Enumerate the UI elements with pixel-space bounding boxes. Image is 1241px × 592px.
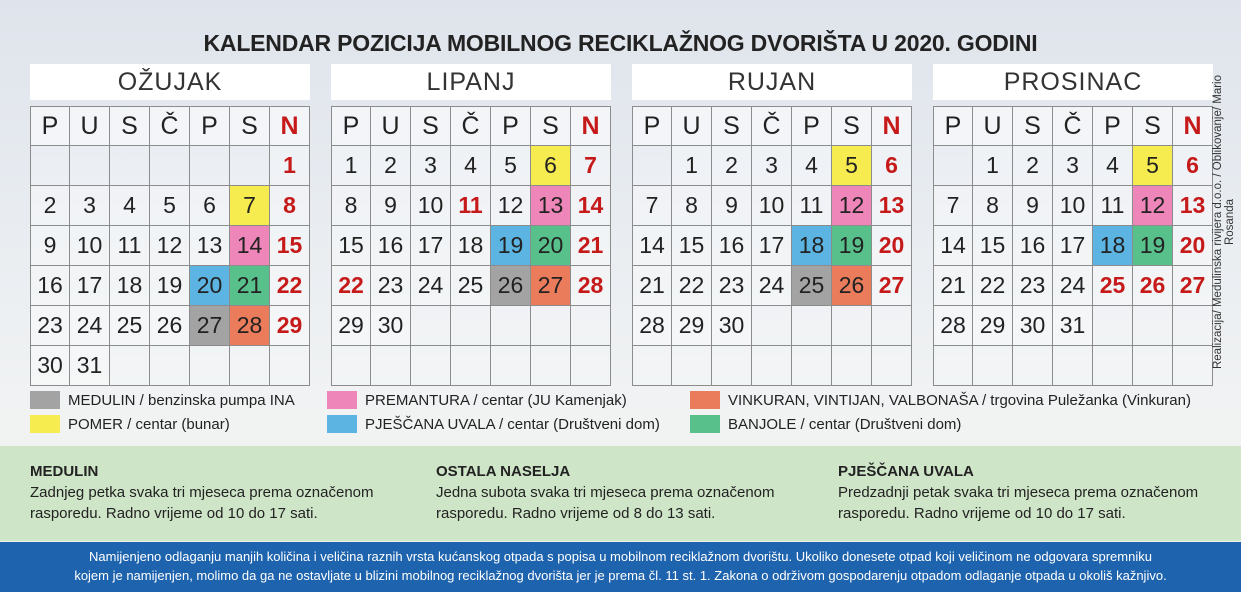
day-cell: 14 xyxy=(571,186,611,226)
legend-swatch xyxy=(30,391,60,409)
legend-label: BANJOLE / centar (Društveni dom) xyxy=(728,415,962,433)
day-cell: 23 xyxy=(371,266,411,306)
empty-day-cell xyxy=(150,146,190,186)
day-cell: 24 xyxy=(70,306,110,346)
calendar-title: KALENDAR POZICIJA MOBILNOG RECIKLAŽNOG DVORIŠTA U 2020. GODINI xyxy=(203,30,1038,56)
day-cell: 7 xyxy=(933,186,973,226)
legend-item xyxy=(690,391,1191,409)
empty-day-cell xyxy=(451,346,491,386)
month-grid xyxy=(933,106,1213,386)
month-0 xyxy=(30,64,310,386)
weekday-header: P xyxy=(190,106,230,146)
weekday-header: P xyxy=(30,106,70,146)
empty-day-cell xyxy=(1093,346,1133,386)
day-cell: 30 xyxy=(1013,306,1053,346)
day-cell: 25 xyxy=(1093,266,1133,306)
day-cell: 20 xyxy=(1173,226,1213,266)
info-heading: MEDULIN xyxy=(30,463,99,480)
day-cell: 28 xyxy=(571,266,611,306)
empty-day-cell xyxy=(792,306,832,346)
day-cell: 26 xyxy=(491,266,531,306)
empty-day-cell xyxy=(451,306,491,346)
legend-item xyxy=(30,415,230,433)
day-cell: 7 xyxy=(230,186,270,226)
empty-day-cell xyxy=(30,146,70,186)
legend-swatch xyxy=(690,391,720,409)
info-text: Zadnjeg petka svaka tri mjeseca prema označenom xyxy=(30,484,374,501)
day-cell: 18 xyxy=(792,226,832,266)
day-cell: 19 xyxy=(491,226,531,266)
day-cell: 23 xyxy=(1013,266,1053,306)
day-cell: 7 xyxy=(571,146,611,186)
weekday-header: P xyxy=(792,106,832,146)
month-2 xyxy=(632,64,912,386)
empty-day-cell xyxy=(1013,346,1053,386)
day-cell: 19 xyxy=(832,226,872,266)
empty-day-cell xyxy=(531,306,571,346)
day-cell: 24 xyxy=(411,266,451,306)
empty-day-cell xyxy=(792,346,832,386)
weekday-header: Č xyxy=(451,106,491,146)
day-cell: 1 xyxy=(331,146,371,186)
day-cell: 14 xyxy=(632,226,672,266)
day-cell: 6 xyxy=(1173,146,1213,186)
day-cell: 18 xyxy=(1093,226,1133,266)
weekday-header: Č xyxy=(150,106,190,146)
empty-day-cell xyxy=(712,346,752,386)
empty-day-cell xyxy=(672,346,712,386)
day-cell: 13 xyxy=(531,186,571,226)
info-column xyxy=(436,461,816,524)
month-grid xyxy=(331,106,611,386)
empty-day-cell xyxy=(411,306,451,346)
weekday-header: Č xyxy=(1053,106,1093,146)
day-cell: 25 xyxy=(792,266,832,306)
day-cell: 15 xyxy=(973,226,1013,266)
weekday-header: S xyxy=(1013,106,1053,146)
day-cell: 13 xyxy=(872,186,912,226)
day-cell: 15 xyxy=(270,226,310,266)
day-cell: 16 xyxy=(1013,226,1053,266)
weekday-header: S xyxy=(230,106,270,146)
day-cell: 3 xyxy=(70,186,110,226)
empty-day-cell xyxy=(70,146,110,186)
day-cell: 3 xyxy=(752,146,792,186)
day-cell: 27 xyxy=(872,266,912,306)
day-cell: 30 xyxy=(712,306,752,346)
day-cell: 3 xyxy=(411,146,451,186)
month-grid xyxy=(632,106,912,386)
footer-line-2: kojem je namijenjen, molimo da ga ne ostavljate u blizini mobilnog reciklažnog dvorišta jer je prema čl. 11 st. 1. Zakona o održivom gospodarenju otpadom odlaganje otpada u okoliš kažnjivo. xyxy=(74,568,1167,583)
empty-day-cell xyxy=(190,346,230,386)
empty-day-cell xyxy=(872,306,912,346)
day-cell: 31 xyxy=(70,346,110,386)
legend-swatch xyxy=(30,415,60,433)
legend-swatch xyxy=(327,415,357,433)
day-cell: 16 xyxy=(371,226,411,266)
footer-notice xyxy=(0,542,1241,592)
empty-day-cell xyxy=(872,346,912,386)
day-cell: 26 xyxy=(832,266,872,306)
day-cell: 27 xyxy=(190,306,230,346)
legend-item xyxy=(30,391,295,409)
weekday-header: S xyxy=(110,106,150,146)
day-cell: 20 xyxy=(531,226,571,266)
info-heading: PJEŠČANA UVALA xyxy=(838,463,974,480)
day-cell: 29 xyxy=(973,306,1013,346)
empty-day-cell xyxy=(371,346,411,386)
weekday-header: N xyxy=(1173,106,1213,146)
day-cell: 4 xyxy=(110,186,150,226)
day-cell: 17 xyxy=(70,266,110,306)
month-name: PROSINAC xyxy=(933,64,1213,100)
day-cell: 22 xyxy=(331,266,371,306)
weekday-header: P xyxy=(491,106,531,146)
day-cell: 19 xyxy=(150,266,190,306)
info-column xyxy=(30,461,410,524)
day-cell: 6 xyxy=(190,186,230,226)
weekday-header: P xyxy=(331,106,371,146)
day-cell: 20 xyxy=(190,266,230,306)
day-cell: 11 xyxy=(1093,186,1133,226)
day-cell: 12 xyxy=(1133,186,1173,226)
day-cell: 1 xyxy=(973,146,1013,186)
empty-day-cell xyxy=(571,306,611,346)
day-cell: 17 xyxy=(1053,226,1093,266)
day-cell: 17 xyxy=(752,226,792,266)
day-cell: 16 xyxy=(712,226,752,266)
day-cell: 27 xyxy=(1173,266,1213,306)
day-cell: 26 xyxy=(150,306,190,346)
empty-day-cell xyxy=(150,346,190,386)
day-cell: 17 xyxy=(411,226,451,266)
day-cell: 8 xyxy=(973,186,1013,226)
info-text: rasporedu. Radno vrijeme od 8 do 13 sati. xyxy=(436,505,716,522)
day-cell: 28 xyxy=(933,306,973,346)
weekday-header: U xyxy=(672,106,712,146)
day-cell: 29 xyxy=(270,306,310,346)
empty-day-cell xyxy=(270,346,310,386)
day-cell: 11 xyxy=(110,226,150,266)
day-cell: 14 xyxy=(230,226,270,266)
month-name: RUJAN xyxy=(632,64,912,100)
info-text: Jedna subota svaka tri mjeseca prema označenom xyxy=(436,484,775,501)
day-cell: 28 xyxy=(632,306,672,346)
day-cell: 21 xyxy=(933,266,973,306)
empty-day-cell xyxy=(571,346,611,386)
legend-swatch xyxy=(690,415,720,433)
day-cell: 14 xyxy=(933,226,973,266)
info-column xyxy=(838,461,1218,524)
credit-text: Realizacija/ Medulinska rivijera d.o.o. / Oblikovanje/ Mario Rosanda xyxy=(1212,75,1236,370)
info-text: Predzadnji petak svaka tri mjeseca prema označenom xyxy=(838,484,1199,501)
day-cell: 1 xyxy=(270,146,310,186)
empty-day-cell xyxy=(491,346,531,386)
day-cell: 19 xyxy=(1133,226,1173,266)
day-cell: 15 xyxy=(331,226,371,266)
day-cell: 13 xyxy=(1173,186,1213,226)
day-cell: 2 xyxy=(712,146,752,186)
day-cell: 5 xyxy=(1133,146,1173,186)
day-cell: 30 xyxy=(371,306,411,346)
legend-item xyxy=(327,415,660,433)
day-cell: 29 xyxy=(331,306,371,346)
empty-day-cell xyxy=(632,346,672,386)
empty-day-cell xyxy=(1093,306,1133,346)
day-cell: 12 xyxy=(491,186,531,226)
weekday-header: N xyxy=(571,106,611,146)
legend-item xyxy=(327,391,627,409)
empty-day-cell xyxy=(933,346,973,386)
day-cell: 26 xyxy=(1133,266,1173,306)
empty-day-cell xyxy=(230,346,270,386)
day-cell: 31 xyxy=(1053,306,1093,346)
day-cell: 22 xyxy=(973,266,1013,306)
day-cell: 11 xyxy=(792,186,832,226)
empty-day-cell xyxy=(1173,346,1213,386)
weekday-header: P xyxy=(933,106,973,146)
day-cell: 8 xyxy=(331,186,371,226)
day-cell: 9 xyxy=(712,186,752,226)
day-cell: 11 xyxy=(451,186,491,226)
day-cell: 8 xyxy=(672,186,712,226)
weekday-header: S xyxy=(832,106,872,146)
month-name: LIPANJ xyxy=(331,64,611,100)
legend-label: POMER / centar (bunar) xyxy=(68,415,230,433)
day-cell: 3 xyxy=(1053,146,1093,186)
day-cell: 27 xyxy=(531,266,571,306)
day-cell: 30 xyxy=(30,346,70,386)
weekday-header: P xyxy=(1093,106,1133,146)
empty-day-cell xyxy=(110,346,150,386)
empty-day-cell xyxy=(190,146,230,186)
footer-line-1: Namijenjeno odlaganju manjih količina i veličina raznih vrsta kućanskog otpada s popisa u mobilnom reciklažnom dvorištu. Ukoliko donesete otpad koji veličinom ne odgovara spremniku xyxy=(89,549,1152,564)
empty-day-cell xyxy=(632,146,672,186)
day-cell: 21 xyxy=(632,266,672,306)
empty-day-cell xyxy=(1133,306,1173,346)
day-cell: 22 xyxy=(672,266,712,306)
day-cell: 9 xyxy=(371,186,411,226)
day-cell: 10 xyxy=(411,186,451,226)
weekday-header: S xyxy=(411,106,451,146)
month-grid xyxy=(30,106,310,386)
weekday-header: U xyxy=(70,106,110,146)
day-cell: 25 xyxy=(451,266,491,306)
empty-day-cell xyxy=(752,346,792,386)
day-cell: 29 xyxy=(672,306,712,346)
weekday-header: U xyxy=(973,106,1013,146)
day-cell: 28 xyxy=(230,306,270,346)
day-cell: 18 xyxy=(110,266,150,306)
weekday-header: Č xyxy=(752,106,792,146)
legend-item xyxy=(690,415,961,433)
month-name: OŽUJAK xyxy=(30,64,310,100)
day-cell: 18 xyxy=(451,226,491,266)
day-cell: 2 xyxy=(371,146,411,186)
day-cell: 2 xyxy=(30,186,70,226)
legend-swatch xyxy=(327,391,357,409)
day-cell: 10 xyxy=(70,226,110,266)
legend-label: VINKURAN, VINTIJAN, VALBONAŠA / trgovina Puležanka (Vinkuran) xyxy=(728,391,1191,409)
empty-day-cell xyxy=(832,306,872,346)
day-cell: 6 xyxy=(531,146,571,186)
legend-label: PREMANTURA / centar (JU Kamenjak) xyxy=(365,391,627,409)
day-cell: 21 xyxy=(571,226,611,266)
day-cell: 5 xyxy=(150,186,190,226)
day-cell: 16 xyxy=(30,266,70,306)
day-cell: 10 xyxy=(1053,186,1093,226)
empty-day-cell xyxy=(1053,346,1093,386)
day-cell: 4 xyxy=(792,146,832,186)
day-cell: 6 xyxy=(872,146,912,186)
legend xyxy=(30,391,1230,439)
day-cell: 5 xyxy=(832,146,872,186)
info-text: rasporedu. Radno vrijeme od 10 do 17 sati. xyxy=(30,505,318,522)
info-panel xyxy=(0,446,1241,541)
weekday-header: S xyxy=(531,106,571,146)
day-cell: 12 xyxy=(832,186,872,226)
day-cell: 15 xyxy=(672,226,712,266)
month-1 xyxy=(331,64,611,386)
day-cell: 9 xyxy=(30,226,70,266)
day-cell: 21 xyxy=(230,266,270,306)
day-cell: 24 xyxy=(752,266,792,306)
day-cell: 23 xyxy=(30,306,70,346)
weekday-header: S xyxy=(712,106,752,146)
day-cell: 23 xyxy=(712,266,752,306)
info-heading: OSTALA NASELJA xyxy=(436,463,571,480)
day-cell: 25 xyxy=(110,306,150,346)
day-cell: 9 xyxy=(1013,186,1053,226)
day-cell: 20 xyxy=(872,226,912,266)
day-cell: 4 xyxy=(1093,146,1133,186)
empty-day-cell xyxy=(110,146,150,186)
day-cell: 2 xyxy=(1013,146,1053,186)
day-cell: 10 xyxy=(752,186,792,226)
empty-day-cell xyxy=(973,346,1013,386)
empty-day-cell xyxy=(1173,306,1213,346)
empty-day-cell xyxy=(491,306,531,346)
info-text: rasporedu. Radno vrijeme od 10 do 17 sati. xyxy=(838,505,1126,522)
empty-day-cell xyxy=(832,346,872,386)
weekday-header: N xyxy=(872,106,912,146)
day-cell: 5 xyxy=(491,146,531,186)
empty-day-cell xyxy=(230,146,270,186)
day-cell: 22 xyxy=(270,266,310,306)
day-cell: 8 xyxy=(270,186,310,226)
weekday-header: S xyxy=(1133,106,1173,146)
empty-day-cell xyxy=(531,346,571,386)
day-cell: 1 xyxy=(672,146,712,186)
empty-day-cell xyxy=(933,146,973,186)
day-cell: 4 xyxy=(451,146,491,186)
legend-label: MEDULIN / benzinska pumpa INA xyxy=(68,391,295,409)
weekday-header: U xyxy=(371,106,411,146)
empty-day-cell xyxy=(411,346,451,386)
day-cell: 13 xyxy=(190,226,230,266)
month-3 xyxy=(933,64,1213,386)
day-cell: 12 xyxy=(150,226,190,266)
weekday-header: P xyxy=(632,106,672,146)
legend-label: PJEŠČANA UVALA / centar (Društveni dom) xyxy=(365,415,660,433)
empty-day-cell xyxy=(331,346,371,386)
day-cell: 24 xyxy=(1053,266,1093,306)
day-cell: 7 xyxy=(632,186,672,226)
weekday-header: N xyxy=(270,106,310,146)
empty-day-cell xyxy=(752,306,792,346)
empty-day-cell xyxy=(1133,346,1173,386)
